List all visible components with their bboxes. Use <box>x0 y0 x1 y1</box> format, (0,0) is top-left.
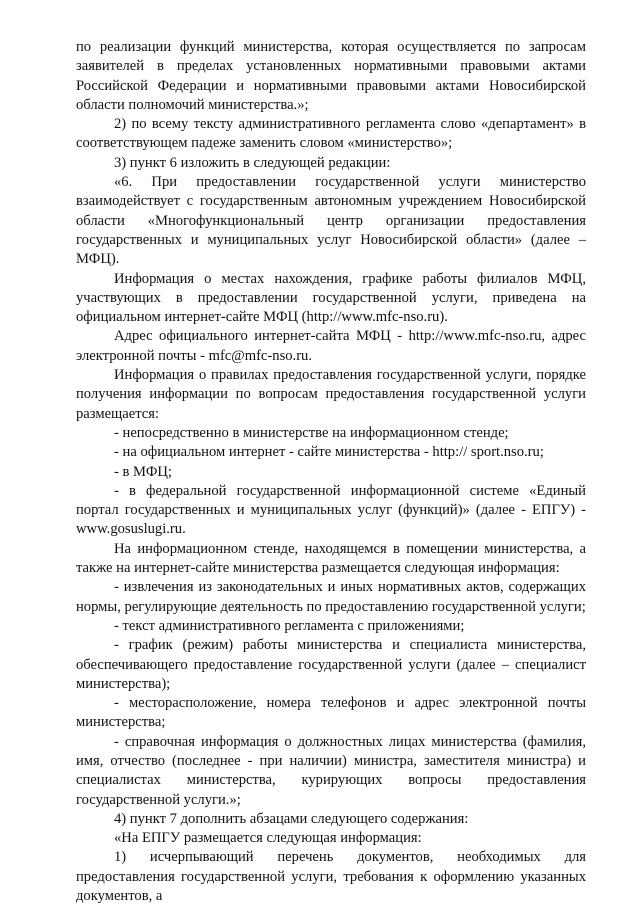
paragraph-4: «6. При предоставлении государственной услуги министерство взаимодействует с государственным автономным учреждением Новосибирской области «Многофункциональный центр организации предоставления государственных и муниципальных услуг Новосибирской области» (далее – МФЦ). <box>76 174 586 268</box>
list-item-schedule: - график (режим) работы министерства и специалиста министерства, обеспечивающего предоставление государственной услуги (далее – специалист министерства); <box>76 637 586 692</box>
paragraph-20: 1) исчерпывающий перечень документов, необходимых для предоставления государственной услуги, требования к оформлению указанных документов, а <box>76 849 586 905</box>
paragraph-19: «На ЕПГУ размещается следующая информация: <box>114 830 422 847</box>
paragraph-12: На информационном стенде, находящемся в помещении министерства, а также на интернет-сайте министерства размещается следующая информация: <box>76 540 586 577</box>
paragraph-3: 3) пункт 6 изложить в следующей редакции: <box>114 154 391 171</box>
paragraph-7: Информация о правилах предоставления государственной услуги, порядке получения информации по вопросам предоставления государственной услуги размещается: <box>76 367 586 422</box>
paragraph-5: Информация о местах нахождения, графике работы филиалов МФЦ, участвующих в предоставлении государственной услуги, приведена на официальном интернет-сайте МФЦ (http://www.mfc-nso.ru). <box>76 270 586 326</box>
list-item-location: - месторасположение, номера телефонов и адрес электронной почты министерства; <box>76 695 586 731</box>
list-item-epgu: - в федеральной государственной информационной системе «Единый портал государственных и муниципальных услуг (функций)» (далее - ЕПГУ) - www.gosuslugi.ru. <box>76 482 586 538</box>
paragraph-2: 2) по всему тексту административного регламента слово «департамент» в соответствующем падеже заменить словом «министерство»; <box>76 116 586 152</box>
list-item-site: - на официальном интернет - сайте министерства - http:// sport.nso.ru; <box>114 444 544 461</box>
list-item-officials: - справочная информация о должностных лицах министерства (фамилия, имя, отчество (последнее - при наличии) министра, заместителя министра) и специалистах министерства, курирующих вопросы предоставления государственной услуги.»; <box>76 733 586 808</box>
list-item-extracts: - извлечения из законодательных и иных нормативных актов, содержащих нормы, регулирующие деятельность по предоставлению государственной услуги; <box>76 579 586 615</box>
paragraph-18: 4) пункт 7 дополнить абзацами следующего содержания: <box>114 810 469 827</box>
list-item-mfc: - в МФЦ; <box>114 463 172 480</box>
list-item-stand: - непосредственно в министерстве на информационном стенде; <box>114 424 509 441</box>
paragraph-6: Адрес официального интернет-сайта МФЦ - http://www.mfc-nso.ru, адрес электронной почты - mfc@mfc-nso.ru. <box>76 328 586 364</box>
list-item-regulation-text: - текст административного регламента с приложениями; <box>114 617 465 634</box>
paragraph-1: по реализации функций министерства, которая осуществляется по запросам заявителей в пределах установленных нормативными правовыми актами Российской Федерации и нормативными правовыми актами Новосибирской области полномочий министерства.»; <box>76 39 586 113</box>
